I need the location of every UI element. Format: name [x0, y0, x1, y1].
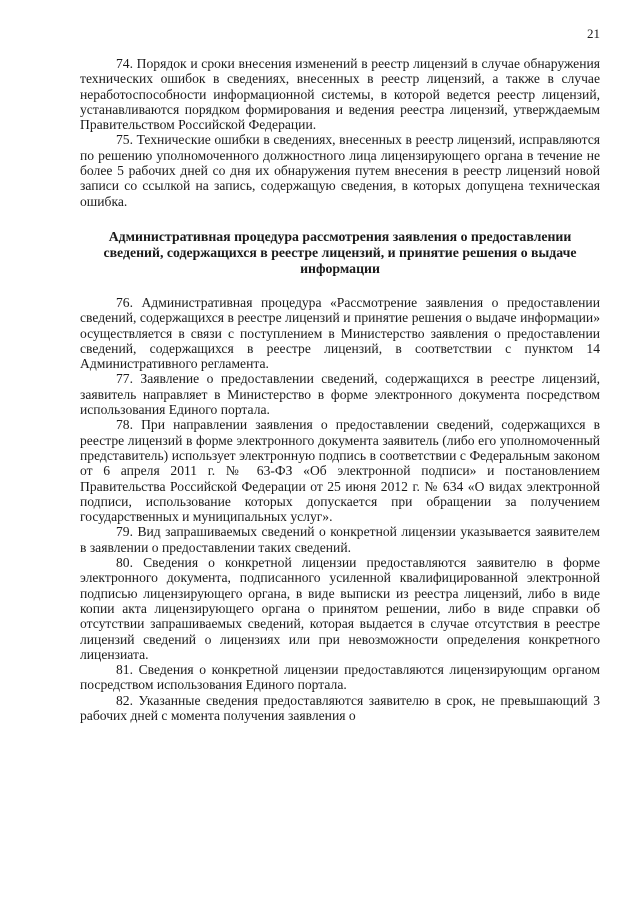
paragraph-74: 74. Порядок и сроки внесения изменений в реестр лицензий в случае обнаружения технических ошибок в сведениях, внесенных в реестр лицензий, а также в случае неработоспособности информационной системы, в которой ведется реестр лицензий, устанавливаются порядком формирования и ведения реестра лицензий, утверждаемым Правительством Российской Федерации. — [80, 56, 600, 133]
paragraph-79: 79. Вид запрашиваемых сведений о конкретной лицензии указывается заявителем в заявлении о предоставлении таких сведений. — [80, 524, 600, 555]
paragraph-80: 80. Сведения о конкретной лицензии предоставляются заявителю в форме электронного документа, подписанного усиленной квалифицированной электронной подписью лицензирующего органа, в виде выписки из реестра лицензий, либо в виде копии акта лицензирующего органа о принятом решении, либо в виде справки об отсутствии запрашиваемых сведений, которая выдается в случае отсутствия в реестре лицензий сведений о лицензиях или при невозможности определения конкретного лицензиата. — [80, 555, 600, 662]
paragraph-75: 75. Технические ошибки в сведениях, внесенных в реестр лицензий, исправляются по решению уполномоченного должностного лица лицензирующего органа в течение не более 5 рабочих дней со дня их обнаружения путем внесения в реестр лицензий новой записи со ссылкой на запись, содержащую сведения, в которых допущена техническая ошибка. — [80, 132, 600, 209]
paragraph-81: 81. Сведения о конкретной лицензии предоставляются лицензирующим органом посредством использования Единого портала. — [80, 662, 600, 693]
document-body — [80, 56, 600, 723]
section-heading: Административная процедура рассмотрения заявления о предоставлении сведений, содержащихся в реестре лицензий, и принятие решения о выдаче информации — [103, 228, 577, 276]
paragraph-77: 77. Заявление о предоставлении сведений, содержащихся в реестре лицензий, заявитель направляет в Министерство в форме электронного документа посредством использования Единого портала. — [80, 371, 600, 418]
paragraph-78: 78. При направлении заявления о предоставлении сведений, содержащихся в реестре лицензий в форме электронного документа заявитель (либо его уполномоченный представитель) использует электронную подпись в соответствии с Федеральным законом от 6 апреля 2011 г. № 63-ФЗ «Об электронной подписи» и постановлением Правительства Российской Федерации от 25 июня 2012 г. № 634 «О видах электронной подписи, использование которых допускается при обращении за получением государственных и муниципальных услуг». — [80, 417, 600, 525]
page-number: 21 — [587, 26, 600, 41]
paragraph-76: 76. Административная процедура «Рассмотрение заявления о предоставлении сведений, содержащихся в реестре лицензий и принятие решения о выдаче информации» осуществляется в связи с поступлением в Министерство заявления о предоставлении сведений, содержащихся в реестре лицензий, в соответствии с пунктом 14 Административного регламента. — [80, 294, 600, 372]
paragraph-82: 82. Указанные сведения предоставляются заявителю в срок, не превышающий 3 рабочих дней с момента получения заявления о — [80, 692, 600, 723]
